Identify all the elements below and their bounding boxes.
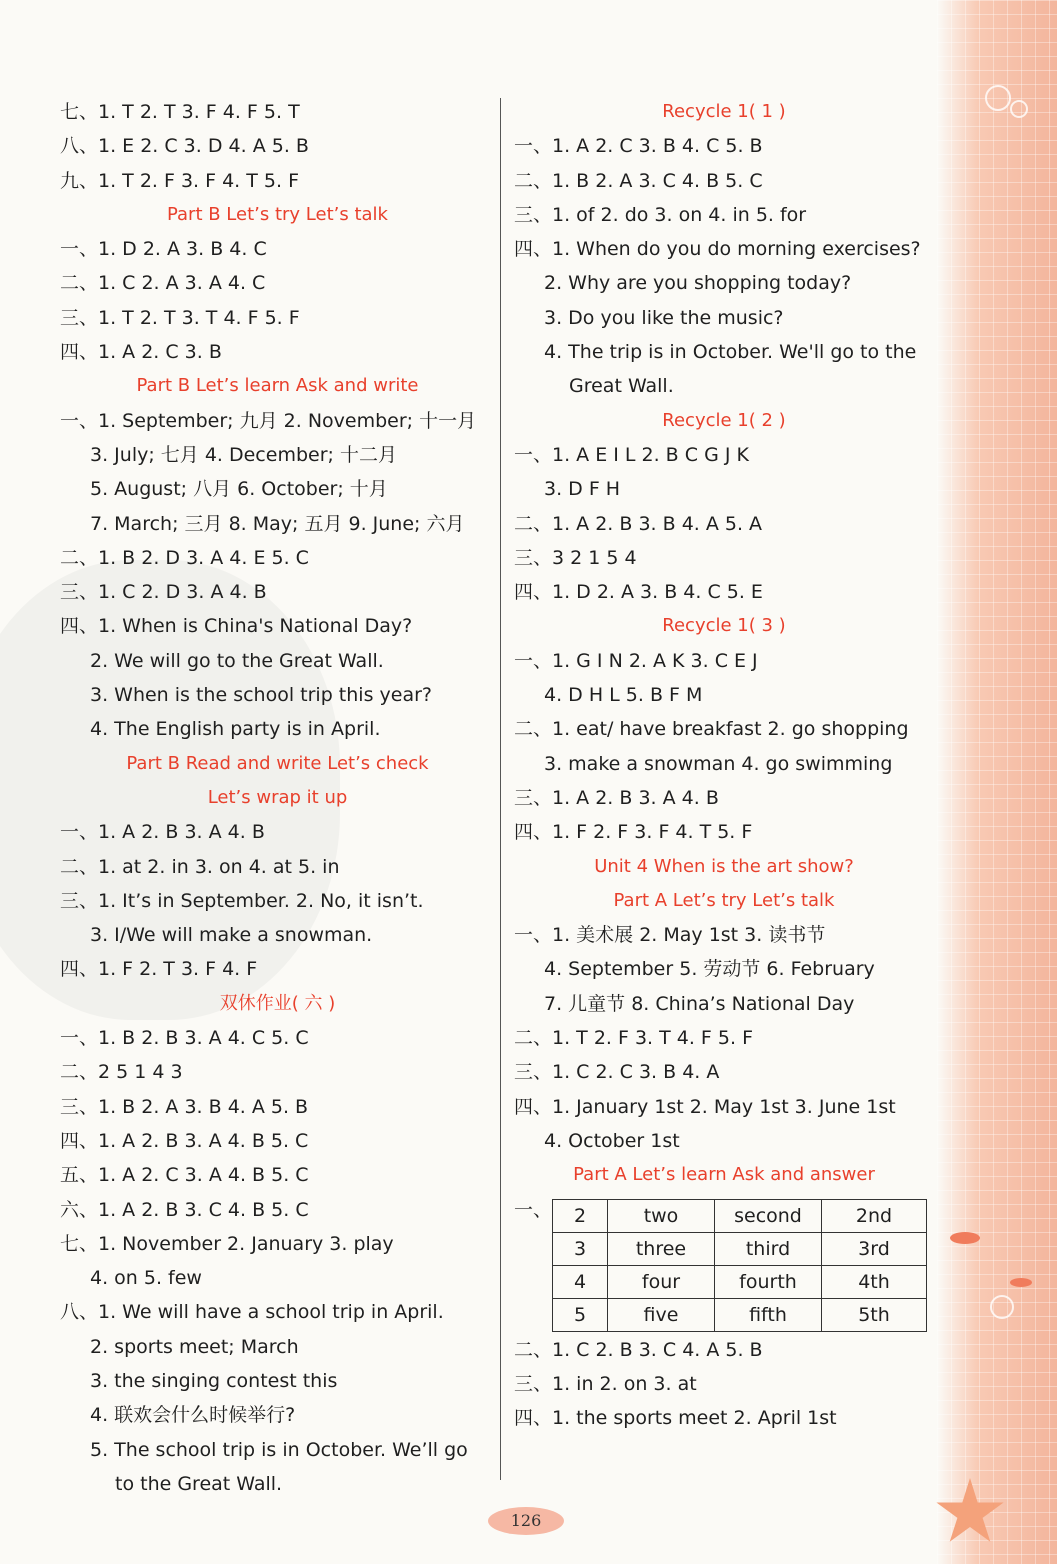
table-cell: five <box>608 1298 715 1331</box>
answer-line: 4. September 5. 劳动节 6. February <box>544 958 875 981</box>
table-label: 一、 <box>514 1198 553 1221</box>
answer-line: 二、1. T 2. F 3. T 4. F 5. F <box>514 1027 753 1050</box>
answer-line: 5. August; 八月 6. October; 十月 <box>90 478 388 501</box>
right-answer-column <box>514 95 934 1435</box>
table-cell: 3rd <box>822 1232 927 1265</box>
answer-line: 3. Do you like the music? <box>544 306 784 329</box>
answer-line: 7. March; 三月 8. May; 五月 9. June; 六月 <box>90 512 465 535</box>
answer-line: 3. the singing contest this <box>90 1369 338 1392</box>
section-heading: Recycle 1( 1 ) <box>662 101 786 122</box>
answer-line: 4. D H L 5. B F M <box>544 684 703 707</box>
answer-line: 4. The trip is in October. We'll go to the <box>544 341 917 364</box>
answer-line: 二、1. at 2. in 3. on 4. at 5. in <box>60 855 340 878</box>
answer-line: 二、1. eat/ have breakfast 2. go shopping <box>514 718 909 741</box>
answer-line: 3. I/We will make a snowman. <box>90 924 373 947</box>
table-row <box>553 1232 927 1265</box>
answer-line: Great Wall. <box>569 375 674 398</box>
section-heading: Part A Let’s learn Ask and answer <box>573 1164 875 1186</box>
answer-line: 2. sports meet; March <box>90 1335 299 1358</box>
answer-line: 3. July; 七月 4. December; 十二月 <box>90 443 397 466</box>
answer-line: 一、1. A E I L 2. B C G J K <box>514 443 749 466</box>
answer-line: 2. Why are you shopping today? <box>544 272 852 295</box>
answer-line: 2. We will go to the Great Wall. <box>90 649 384 672</box>
table-cell: three <box>608 1232 715 1265</box>
section-heading: Part B Let’s learn Ask and write <box>136 375 419 397</box>
table-row <box>553 1199 927 1232</box>
answer-line: 3. D F H <box>544 478 621 501</box>
table-cell: 2nd <box>822 1199 927 1232</box>
left-answer-column <box>60 95 495 1501</box>
table-cell: 4 <box>553 1265 608 1298</box>
fish-icon <box>1010 1278 1032 1287</box>
answer-line: 八、1. E 2. C 3. D 4. A 5. B <box>60 135 309 158</box>
section-heading: Part B Read and write Let’s check <box>126 752 429 774</box>
answer-line: 四、1. A 2. C 3. B <box>60 341 222 364</box>
answer-line: 3. make a snowman 4. go swimming <box>544 752 893 775</box>
answer-line: 三、1. It’s in September. 2. No, it isn’t. <box>60 889 424 912</box>
answer-line: 四、1. D 2. A 3. B 4. C 5. E <box>514 581 763 604</box>
section-heading: Part A Let’s try Let’s talk <box>613 889 835 911</box>
bubble-icon <box>985 85 1011 111</box>
answer-line: 3. When is the school trip this year? <box>90 684 432 707</box>
bubble-icon <box>990 1295 1014 1319</box>
answer-line: 三、3 2 1 5 4 <box>514 546 637 569</box>
fish-icon <box>950 1232 980 1244</box>
answer-line: 四、1. F 2. T 3. F 4. F <box>60 958 258 981</box>
table-row <box>553 1265 927 1298</box>
answer-line: 一、1. A 2. C 3. B 4. C 5. B <box>514 135 763 158</box>
answer-line: 二、1. C 2. B 3. C 4. A 5. B <box>514 1338 763 1361</box>
answer-line: 5. The school trip is in October. We’ll go <box>90 1438 468 1461</box>
table-cell: fifth <box>715 1298 822 1331</box>
answer-line: 三、1. C 2. D 3. A 4. B <box>60 581 267 604</box>
answer-line: 三、1. A 2. B 3. A 4. B <box>514 786 719 809</box>
answer-line: 六、1. A 2. B 3. C 4. B 5. C <box>60 1198 309 1221</box>
answer-line: 一、1. B 2. B 3. A 4. C 5. C <box>60 1027 309 1050</box>
section-heading: Recycle 1( 3 ) <box>662 615 786 637</box>
answer-line: 一、1. 美术展 2. May 1st 3. 读书节 <box>514 924 826 947</box>
answer-line: 三、1. B 2. A 3. B 4. A 5. B <box>60 1095 309 1118</box>
section-heading: 双休作业( 六 ) <box>219 992 336 1014</box>
answer-line: 二、1. B 2. D 3. A 4. E 5. C <box>60 546 309 569</box>
answer-line: 七、1. November 2. January 3. play <box>60 1232 394 1255</box>
answer-line: 三、1. C 2. C 3. B 4. A <box>514 1061 720 1084</box>
answer-line: 一、1. September; 九月 2. November; 十一月 <box>60 409 477 432</box>
answer-line: 四、1. When do you do morning exercises? <box>514 238 921 261</box>
answer-line: 4. on 5. few <box>90 1267 202 1290</box>
answer-line: 四、1. When is China's National Day? <box>60 615 413 638</box>
answer-table-block <box>514 1193 934 1333</box>
section-heading: Unit 4 When is the art show? <box>594 855 854 877</box>
table-cell: four <box>608 1265 715 1298</box>
answer-line: 四、1. F 2. F 3. F 4. T 5. F <box>514 821 753 844</box>
table-cell: 4th <box>822 1265 927 1298</box>
answer-line: 三、1. in 2. on 3. at <box>514 1372 697 1395</box>
answer-line: 三、1. T 2. T 3. T 4. F 5. F <box>60 306 300 329</box>
answer-line: 四、1. January 1st 2. May 1st 3. June 1st <box>514 1095 896 1118</box>
table-row <box>553 1298 927 1331</box>
table-cell: fourth <box>715 1265 822 1298</box>
page-number-text: 126 <box>510 1511 542 1530</box>
answer-line: 4. 联欢会什么时候举行? <box>90 1404 296 1427</box>
answer-line: 七、1. T 2. T 3. F 4. F 5. T <box>60 101 300 123</box>
page-number <box>466 1503 586 1539</box>
answer-line: 九、1. T 2. F 3. F 4. T 5. F <box>60 169 299 192</box>
answer-line: 二、1. B 2. A 3. C 4. B 5. C <box>514 169 763 192</box>
answer-line: 二、1. C 2. A 3. A 4. C <box>60 272 266 295</box>
answer-line: 四、1. A 2. B 3. A 4. B 5. C <box>60 1129 309 1152</box>
table-cell: third <box>715 1232 822 1265</box>
answer-line: 一、1. D 2. A 3. B 4. C <box>60 238 267 261</box>
table-cell: second <box>715 1199 822 1232</box>
column-divider <box>500 98 501 1480</box>
section-heading: Recycle 1( 2 ) <box>662 409 786 431</box>
answer-line: to the Great Wall. <box>115 1472 283 1495</box>
answer-line: 八、1. We will have a school trip in April. <box>60 1301 444 1324</box>
answer-line: 四、1. the sports meet 2. April 1st <box>514 1407 837 1430</box>
table-cell: 3 <box>553 1232 608 1265</box>
section-heading: Part B Let’s try Let’s talk <box>166 203 388 225</box>
ordinal-table <box>552 1199 927 1332</box>
section-heading: Let’s wrap it up <box>207 786 348 808</box>
answer-line: 4. October 1st <box>544 1129 680 1152</box>
table-cell: two <box>608 1199 715 1232</box>
table-cell: 5 <box>553 1298 608 1331</box>
table-cell: 2 <box>553 1199 608 1232</box>
answer-line: 三、1. of 2. do 3. on 4. in 5. for <box>514 203 807 226</box>
answer-line: 一、1. A 2. B 3. A 4. B <box>60 821 265 844</box>
answer-line: 4. The English party is in April. <box>90 718 381 741</box>
answer-line: 二、2 5 1 4 3 <box>60 1061 183 1084</box>
answer-line: 7. 儿童节 8. China’s National Day <box>544 992 855 1015</box>
answer-line: 一、1. G I N 2. A K 3. C E J <box>514 649 758 672</box>
decorative-side-band <box>937 0 1057 1564</box>
bubble-icon <box>1010 100 1028 118</box>
answer-line: 五、1. A 2. C 3. A 4. B 5. C <box>60 1164 309 1187</box>
answer-line: 二、1. A 2. B 3. B 4. A 5. A <box>514 512 763 535</box>
table-cell: 5th <box>822 1298 927 1331</box>
